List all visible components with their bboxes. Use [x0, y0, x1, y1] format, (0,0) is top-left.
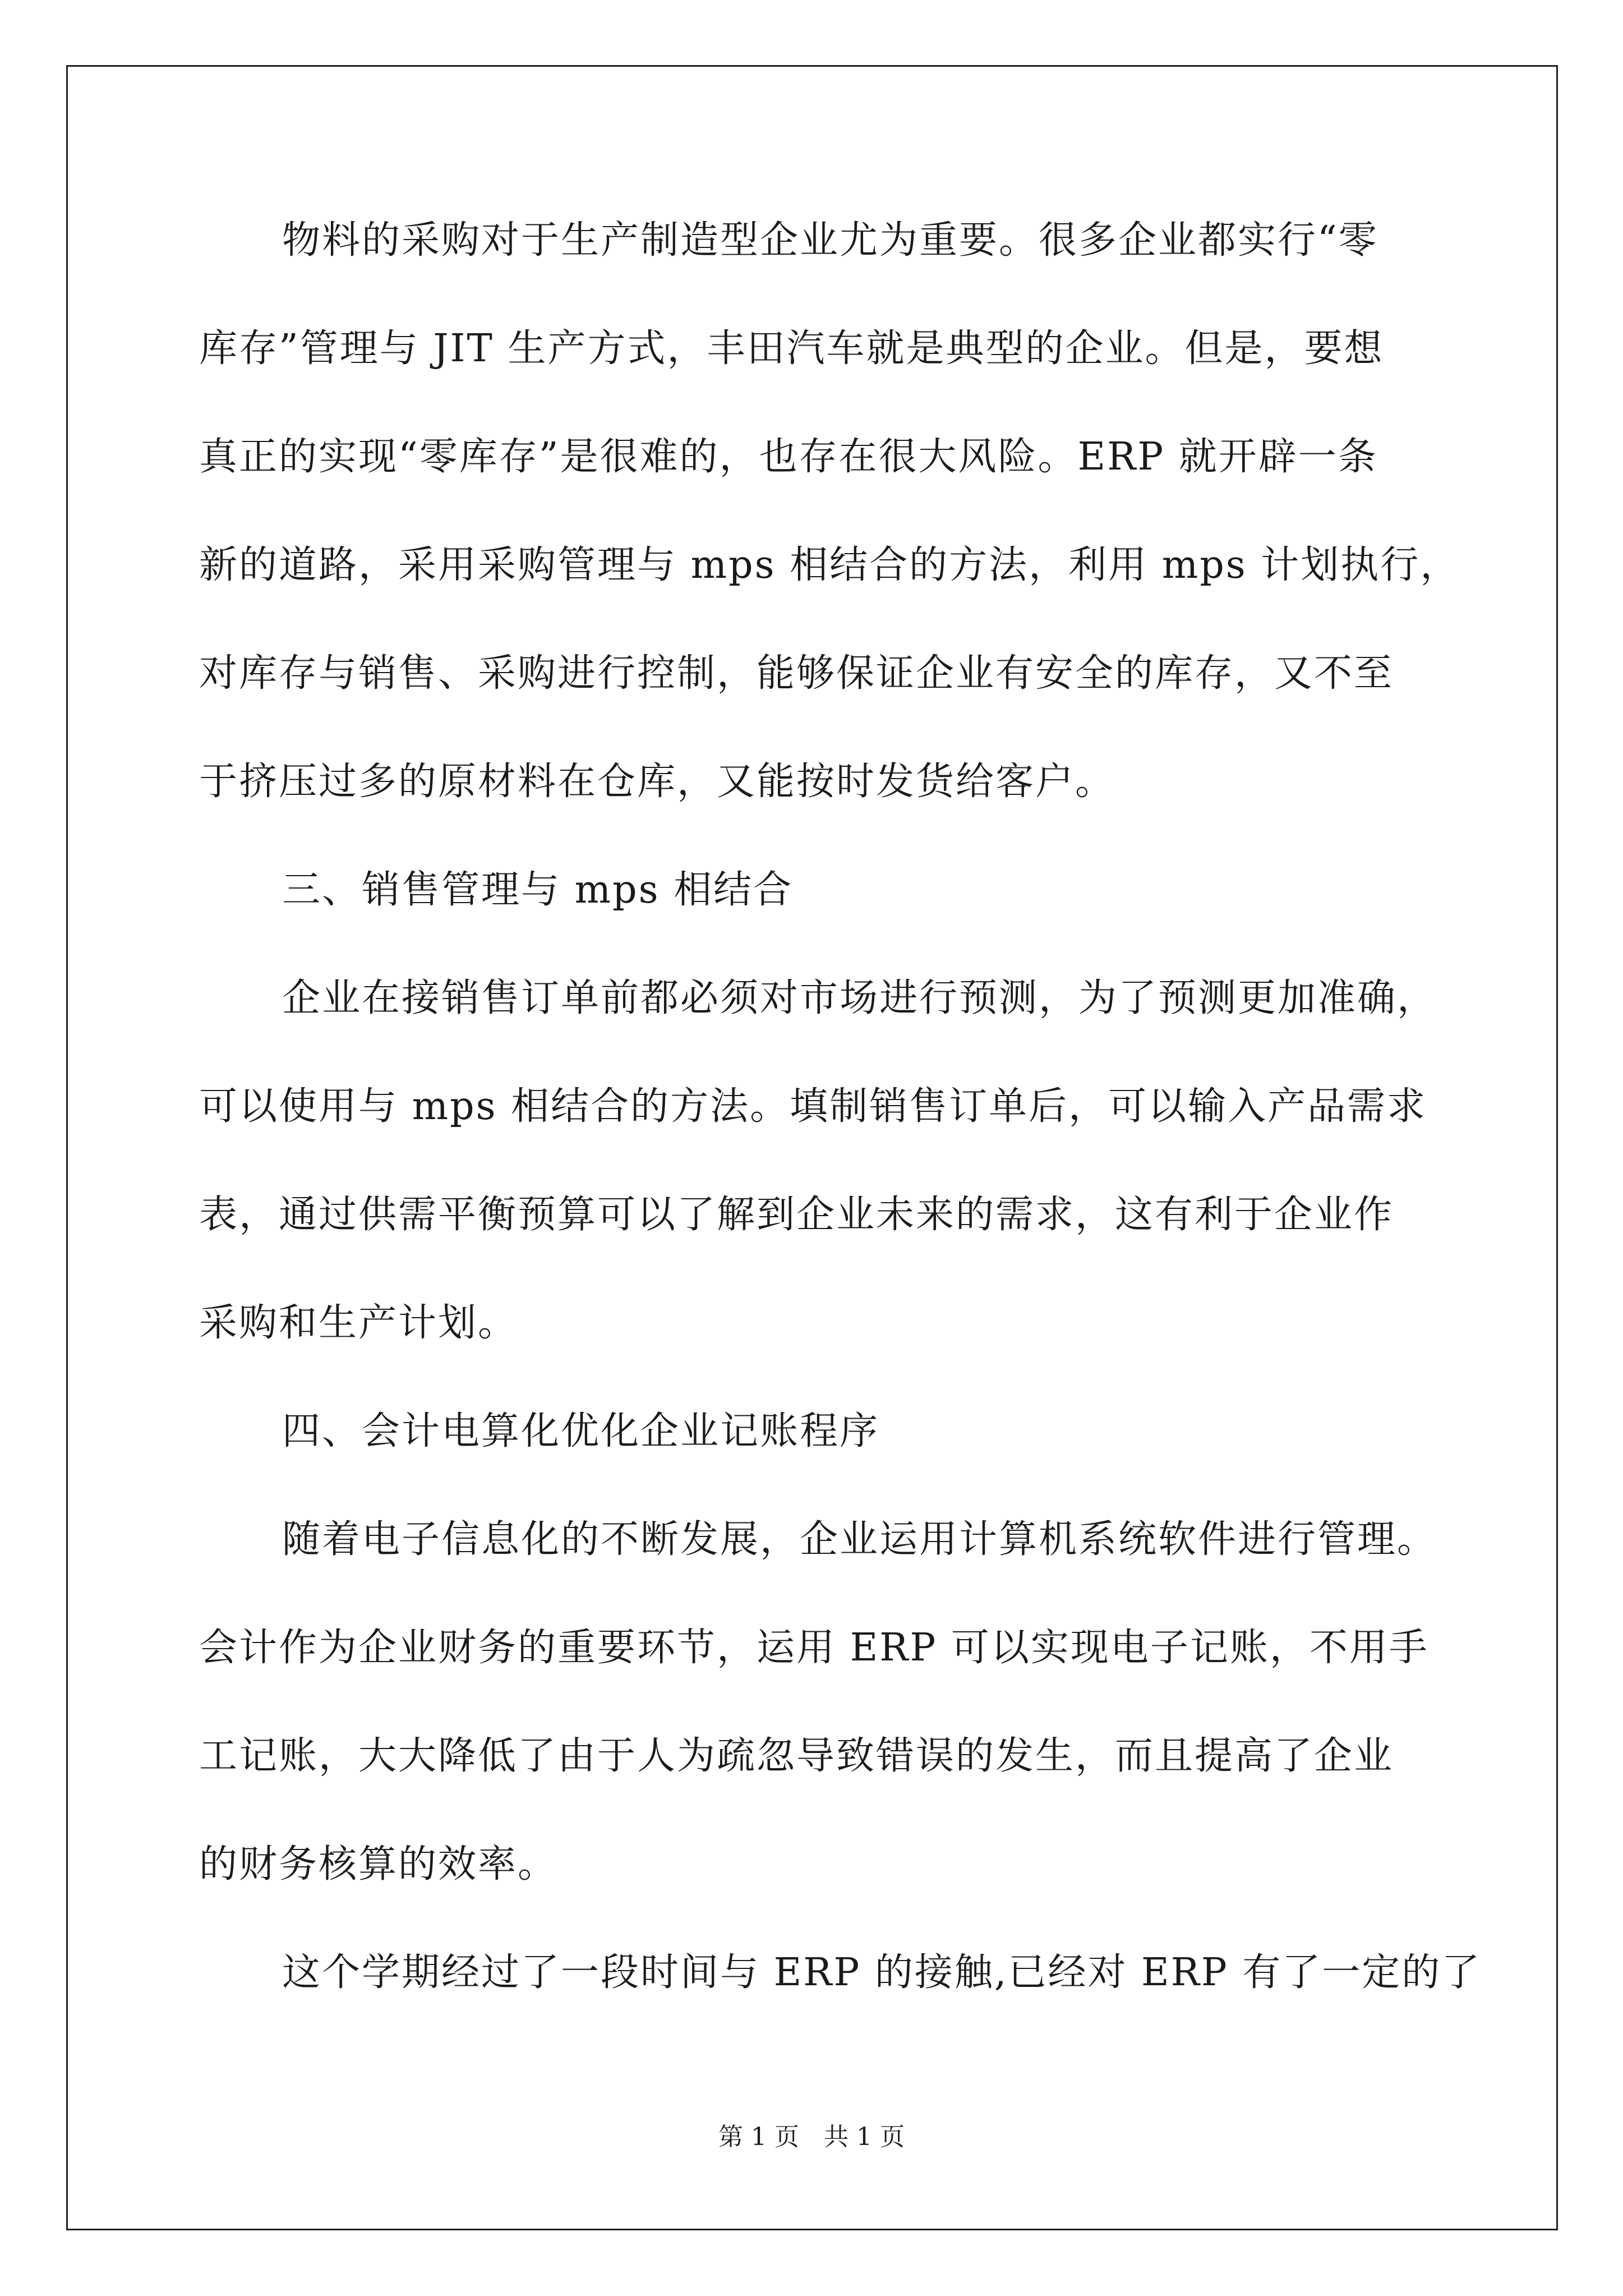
text-line: 表，通过供需平衡预算可以了解到企业未来的需求，这有利于企业作 [199, 1193, 1394, 1237]
text-line: 库存”管理与 JIT 生产方式，丰田汽车就是典型的企业。但是，要想 [199, 326, 1384, 371]
page-number-footer: 第 1 页 共 1 页 [718, 2123, 905, 2151]
text-line: 对库存与销售、采购进行控制，能够保证企业有安全的库存，又不至 [199, 651, 1394, 696]
text-line: 随着电子信息化的不断发展，企业运用计算机系统软件进行管理。 [282, 1517, 1437, 1562]
section-heading: 三、销售管理与 mps 相结合 [282, 868, 794, 912]
text-line: 采购和生产计划。 [199, 1301, 518, 1345]
text-line: 可以使用与 mps 相结合的方法。填制销售订单后，可以输入产品需求 [199, 1084, 1427, 1129]
text-line: 工记账，大大降低了由于人为疏忽导致错误的发生，而且提高了企业 [199, 1734, 1394, 1778]
text-line: 企业在接销售订单前都必须对市场进行预测，为了预测更加准确， [282, 976, 1437, 1020]
text-line: 新的道路，采用采购管理与 mps 相结合的方法，利用 mps 计划执行， [199, 543, 1460, 587]
text-line: 于挤压过多的原材料在仓库，又能按时发货给客户。 [199, 760, 1115, 804]
page-border [66, 65, 1558, 2230]
text-line: 真正的实现“零库存”是很难的，也存在很大风险。ERP 就开辟一条 [199, 435, 1378, 479]
text-line: 的财务核算的效率。 [199, 1842, 558, 1887]
text-line: 会计作为企业财务的重要环节，运用 ERP 可以实现电子记账，不用手 [199, 1626, 1429, 1670]
section-heading: 四、会计电算化优化企业记账程序 [282, 1409, 880, 1453]
text-line: 这个学期经过了一段时间与 ERP 的接触,已经对 ERP 有了一定的了 [282, 1950, 1482, 1995]
text-line: 物料的采购对于生产制造型企业尤为重要。很多企业都实行“零 [282, 218, 1378, 263]
